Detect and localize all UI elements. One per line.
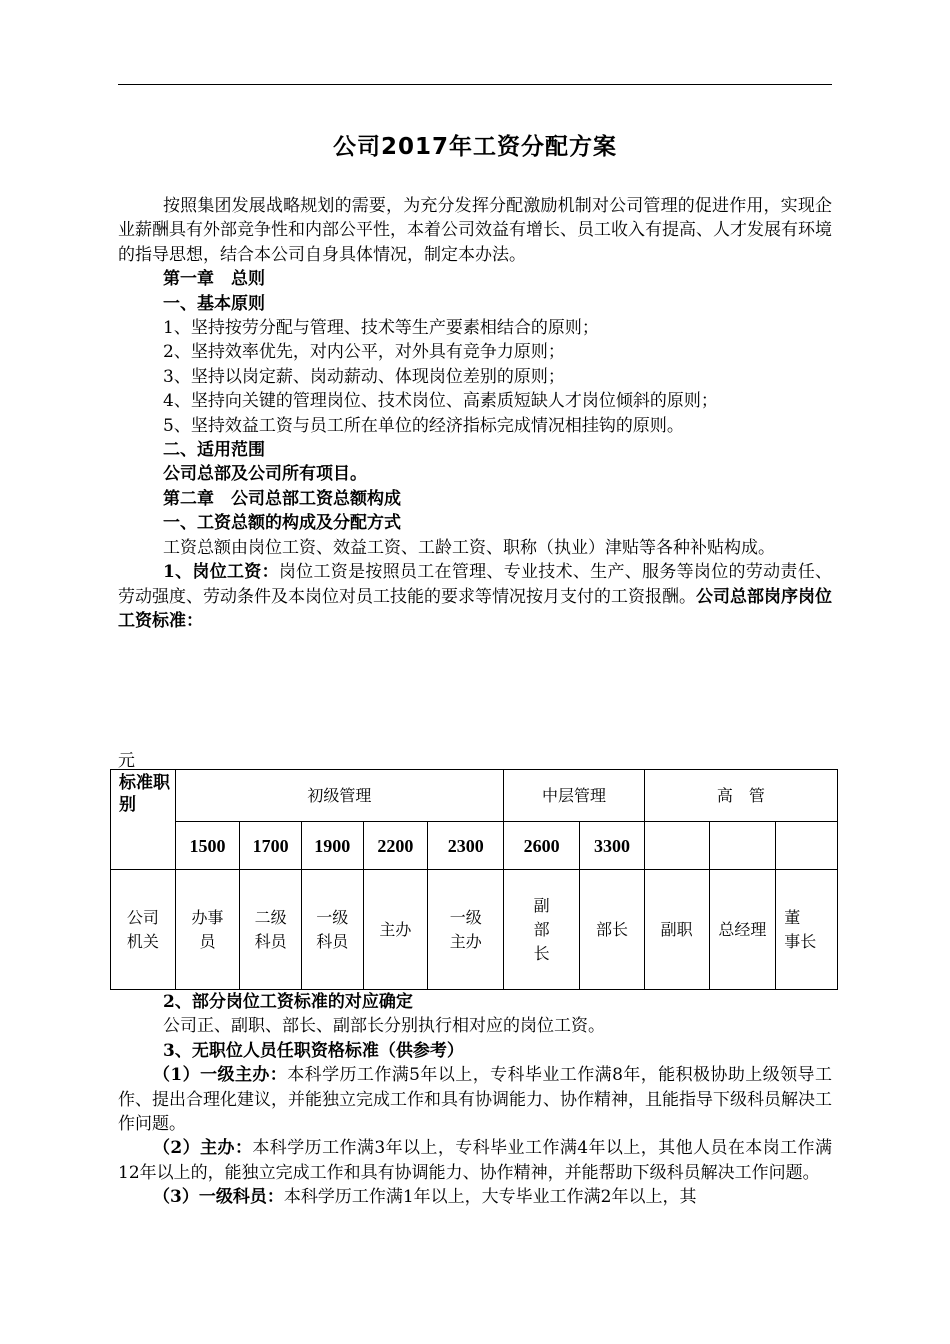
- document-body: [118, 194, 832, 633]
- composition-text: 工资总额由岗位工资、效益工资、工龄工资、职称（执业）津贴等各种补贴构成。: [163, 537, 775, 558]
- wage-value-cell: 1500: [175, 822, 240, 870]
- row-label-company-office: 公司机关: [111, 870, 176, 990]
- table-corner-cell: 标准职别: [111, 770, 176, 870]
- wage-value-cell: 1900: [301, 822, 363, 870]
- principle-item: 3、坚持以岗定薪、岗动薪动、体现岗位差别的原则；: [163, 366, 565, 387]
- position-cell: 副职: [644, 870, 709, 990]
- position-cell: 办事员: [175, 870, 240, 990]
- qualification-3: [118, 1185, 832, 1209]
- item-3-heading: 3、无职位人员任职资格标准（供参考）: [163, 1040, 464, 1061]
- wage-value-cell: 2200: [363, 822, 428, 870]
- position-cell: 一级主办: [428, 870, 504, 990]
- salary-table: [110, 769, 838, 990]
- position-wage-label: 1、岗位工资：: [163, 562, 279, 583]
- item-2-heading: 2、部分岗位工资标准的对应确定: [163, 992, 413, 1012]
- group-middle-management: 中层管理: [504, 770, 645, 822]
- principle-item: 5、坚持效益工资与员工所在单位的经济指标完成情况相挂钩的原则。: [163, 415, 684, 436]
- section-basic-principles: 一、基本原则: [163, 293, 265, 314]
- principle-item: 1、坚持按劳分配与管理、技术等生产要素相结合的原则；: [163, 318, 599, 339]
- qualification-1: [118, 1063, 832, 1136]
- item-2-text: 公司正、副职、部长、副部长分别执行相对应的岗位工资。: [163, 1016, 605, 1037]
- qualification-2-text: 本科学历工作满3年以上，专科毕业工作满4年以上，其他人员在本岗工作满12年以上的，能独立完成工作和具有协调能力、协作精神，并能帮助下级科员解决工作问题。: [118, 1138, 832, 1183]
- wage-value-cell: 1700: [240, 822, 302, 870]
- position-cell: 主办: [363, 870, 428, 990]
- position-wage-text: 岗位工资是按照员工在管理、专业技术、生产、服务等岗位的劳动责任、劳动强度、劳动条件及本岗位对员工技能的要求等情况按月支付的工资报酬。: [118, 562, 832, 607]
- qualification-2-label: （2）主办：: [153, 1138, 253, 1159]
- document-body-continued: [118, 990, 832, 1210]
- position-cell: 董 事长: [776, 870, 838, 990]
- scope-text: 公司总部及公司所有项目。: [163, 464, 367, 485]
- position-cell: 部长: [580, 870, 645, 990]
- wage-value-cell: 3300: [580, 822, 645, 870]
- qualification-1-label: （1）一级主办：: [153, 1065, 288, 1086]
- section-scope: 二、适用范围: [163, 440, 265, 461]
- wage-value-cell: 2600: [504, 822, 580, 870]
- principle-item: 2、坚持效率优先，对内公平，对外具有竞争力原则；: [163, 342, 565, 363]
- page-title: 公司2017年工资分配方案: [332, 134, 617, 160]
- wage-value-cell: 2300: [428, 822, 504, 870]
- unit-label: 元: [118, 751, 135, 771]
- position-cell: 总经理: [709, 870, 776, 990]
- principle-item: 4、坚持向关键的管理岗位、技术岗位、高素质短缺人才岗位倾斜的原则；: [163, 391, 718, 412]
- section-composition: 一、工资总额的构成及分配方式: [163, 513, 401, 534]
- position-wage-paragraph: [118, 560, 832, 633]
- header-rule: [118, 84, 832, 85]
- intro-paragraph: 按照集团发展战略规划的需要，为充分发挥分配激励机制对公司管理的促进作用，实现企业薪酬具有外部竞争性和内部公平性，本着公司效益有增长、员工收入有提高、人才发展有环境的指导思想，结合本公司自身具体情况，制定本办法。: [118, 196, 832, 265]
- position-cell: 副部长: [504, 870, 580, 990]
- group-junior-management: 初级管理: [175, 770, 504, 822]
- qualification-2: [118, 1136, 832, 1185]
- qualification-1-text: 本科学历工作满5年以上，专科毕业工作满8年，能积极协助上级领导工作、提出合理化建议，并能独立完成工作和具有协调能力、协作精神，且能指导下级科员解决工作问题。: [118, 1065, 832, 1135]
- group-senior-management: 高 管: [644, 770, 837, 822]
- wage-value-cell: [709, 822, 776, 870]
- position-cell: 二级科员: [240, 870, 302, 990]
- chapter-1-heading: 第一章 总则: [163, 269, 265, 290]
- position-wage-tail: 公司总部岗序岗位工资标准：: [118, 586, 832, 631]
- qualification-3-label: （3）一级科员：: [153, 1187, 284, 1208]
- chapter-2-heading: 第二章 公司总部工资总额构成: [163, 488, 401, 509]
- wage-value-cell: [644, 822, 709, 870]
- wage-value-cell: [776, 822, 838, 870]
- position-cell: 一级科员: [301, 870, 363, 990]
- qualification-3-text: 本科学历工作满1年以上，大专毕业工作满2年以上，其: [283, 1187, 697, 1208]
